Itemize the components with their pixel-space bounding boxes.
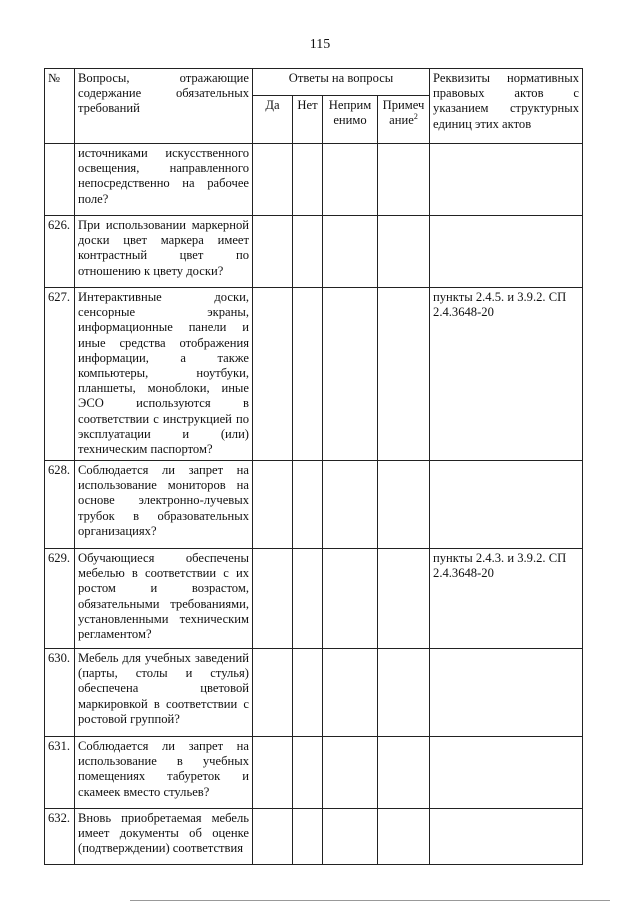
table-row: [45, 144, 583, 216]
answer-note-cell[interactable]: [378, 549, 430, 649]
answer-no-cell[interactable]: [293, 461, 323, 549]
header-yes: Да: [253, 96, 293, 144]
header-questions: Вопросы, отражающие содержание обязательных требований: [75, 69, 253, 144]
row-requisites: [430, 144, 583, 216]
answer-no-cell[interactable]: [293, 809, 323, 865]
row-question: Вновь приобретаемая мебель имеет документы об оценке (подтверждении) соответствия: [75, 809, 253, 865]
answer-note-cell[interactable]: [378, 809, 430, 865]
table-row: [45, 461, 583, 549]
header-answers: Ответы на вопросы: [253, 69, 430, 96]
answer-na-cell[interactable]: [323, 144, 378, 216]
row-number: [45, 144, 75, 216]
row-number: 630.: [45, 649, 75, 737]
table-row: [45, 809, 583, 865]
answer-yes-cell[interactable]: [253, 649, 293, 737]
answer-note-cell[interactable]: [378, 461, 430, 549]
row-number: 631.: [45, 737, 75, 809]
answer-note-cell[interactable]: [378, 737, 430, 809]
answer-na-cell[interactable]: [323, 549, 378, 649]
table-row: [45, 649, 583, 737]
answer-yes-cell[interactable]: [253, 809, 293, 865]
table-row: [45, 288, 583, 461]
table-row: [45, 216, 583, 288]
row-requisites: [430, 737, 583, 809]
answer-note-cell[interactable]: [378, 144, 430, 216]
row-question: Интерактивные доски, сенсорные экраны, информационные панели и иные средства отображения информации, а также компьютеры, ноутбуки, планшеты, моноблоки, иные ЭСО используются в соответствии с инструкцией по эксплуатации и (или) техническим паспортом?: [75, 288, 253, 461]
row-number: 627.: [45, 288, 75, 461]
row-number: 632.: [45, 809, 75, 865]
header-number: №: [45, 69, 75, 144]
page-number: 115: [309, 37, 331, 52]
answer-na-cell[interactable]: [323, 461, 378, 549]
row-question: Мебель для учебных заведений (парты, столы и стулья) обеспечена цветовой маркировкой в соответствии с ростовой группой?: [75, 649, 253, 737]
table-row: [45, 549, 583, 649]
answer-note-cell[interactable]: [378, 288, 430, 461]
answer-no-cell[interactable]: [293, 649, 323, 737]
row-requisites: [430, 216, 583, 288]
answer-yes-cell[interactable]: [253, 737, 293, 809]
answer-yes-cell[interactable]: [253, 461, 293, 549]
row-question: Соблюдается ли запрет на использование мониторов на основе электронно-лучевых трубок в образовательных организациях?: [75, 461, 253, 549]
row-requisites: [430, 649, 583, 737]
header-note: Примеч ание$^2$: [378, 96, 430, 144]
answer-na-cell[interactable]: [323, 649, 378, 737]
row-question: Обучающиеся обеспечены мебелью в соответствии с их ростом и возрастом, обязательными требованиями, установленными техническим регламентом?: [75, 549, 253, 649]
row-number: 629.: [45, 549, 75, 649]
header-not-applicable: Неприм енимо: [323, 96, 378, 144]
answer-na-cell[interactable]: [323, 216, 378, 288]
answer-yes-cell[interactable]: [253, 216, 293, 288]
row-requisites: пункты 2.4.5. и 3.9.2. СП 2.4.3648-20: [430, 288, 583, 461]
row-question: источниками искусственного освещения, направленного непосредственно на рабочее поле?: [75, 144, 253, 216]
answer-yes-cell[interactable]: [253, 549, 293, 649]
header-requisites: Реквизиты нормативных правовых актов с указанием структурных единиц этих актов: [430, 69, 583, 144]
answer-no-cell[interactable]: [293, 144, 323, 216]
answer-no-cell[interactable]: [293, 216, 323, 288]
answer-yes-cell[interactable]: [253, 144, 293, 216]
answer-note-cell[interactable]: [378, 649, 430, 737]
row-number: 628.: [45, 461, 75, 549]
answer-no-cell[interactable]: [293, 549, 323, 649]
row-question: Соблюдается ли запрет на использование в учебных помещениях табуреток и скамеек вместо стульев?: [75, 737, 253, 809]
table-row: [45, 737, 583, 809]
requirements-checklist-table: [44, 68, 583, 865]
answer-yes-cell[interactable]: [253, 288, 293, 461]
answer-na-cell[interactable]: [323, 288, 378, 461]
answer-na-cell[interactable]: [323, 737, 378, 809]
row-requisites: [430, 461, 583, 549]
row-requisites: [430, 809, 583, 865]
answer-note-cell[interactable]: [378, 216, 430, 288]
row-question: При использовании маркерной доски цвет маркера имеет контрастный цвет по отношению к цвету доски?: [75, 216, 253, 288]
scan-edge-line: [130, 900, 610, 901]
header-no: Нет: [293, 96, 323, 144]
answer-no-cell[interactable]: [293, 288, 323, 461]
row-requisites: пункты 2.4.3. и 3.9.2. СП 2.4.3648-20: [430, 549, 583, 649]
answer-no-cell[interactable]: [293, 737, 323, 809]
row-number: 626.: [45, 216, 75, 288]
answer-na-cell[interactable]: [323, 809, 378, 865]
